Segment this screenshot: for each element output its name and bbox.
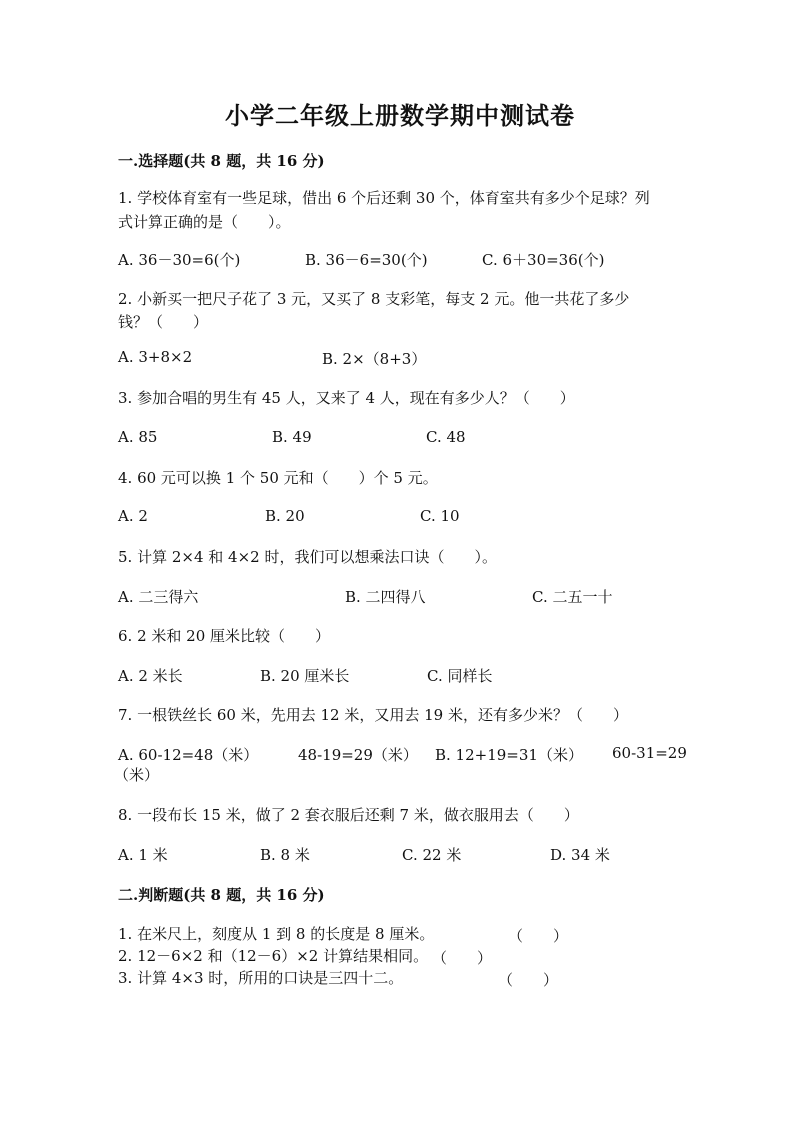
question-1-line-1: 1. 学校体育室有一些足球，借出 6 个后还剩 30 个，体育室共有多少个足球？列 xyxy=(118,189,650,207)
question-5-option-c: C. 二五一十 xyxy=(532,588,613,606)
question-6-line-1: 6. 2 米和 20 厘米比较（ ） xyxy=(118,627,331,645)
question-3-line-1: 3. 参加合唱的男生有 45 人，又来了 4 人，现在有多少人？（ ） xyxy=(118,389,575,407)
question-2-line-2: 钱？（ ） xyxy=(118,313,209,331)
question-3-option-a: A. 85 xyxy=(118,428,158,446)
question-5-line-1: 5. 计算 2×4 和 4×2 时，我们可以想乘法口诀（ ）。 xyxy=(118,548,497,566)
question-8-option-c: C. 22 米 xyxy=(402,846,462,864)
question-3-option-b: B. 49 xyxy=(272,428,312,446)
question-7-option-a-step: 48-19=29（米） xyxy=(298,746,418,764)
question-2-option-a: A. 3+8×2 xyxy=(118,348,193,366)
judge-item-2: 2. 12－6×2 和（12－6）×2 计算结果相同。 xyxy=(118,947,429,965)
judge-item-1: 1. 在米尺上，刻度从 1 到 8 的长度是 8 厘米。 xyxy=(118,925,435,943)
question-8-option-d: D. 34 米 xyxy=(550,846,610,864)
judge-item-2-blank: （ ） xyxy=(432,949,493,967)
question-7-option-a: A. 60-12=48（米） xyxy=(118,746,259,764)
exam-title: 小学二年级上册数学期中测试卷 xyxy=(225,101,575,130)
section-heading-true-false: 二.判断题(共 8 题，共 16 分) xyxy=(118,886,325,904)
question-6-option-b: B. 20 厘米长 xyxy=(260,667,350,685)
question-6-option-a: A. 2 米长 xyxy=(118,667,183,685)
question-7-option-unit-wrap: （米） xyxy=(114,766,160,784)
question-1-line-2: 式计算正确的是（ ）。 xyxy=(118,213,291,231)
question-3-option-c: C. 48 xyxy=(426,428,466,446)
question-4-line-1: 4. 60 元可以换 1 个 50 元和（ ）个 5 元。 xyxy=(118,469,438,487)
question-8-line-1: 8. 一段布长 15 米，做了 2 套衣服后还剩 7 米，做衣服用去（ ） xyxy=(118,806,579,824)
question-7-option-b: B. 12+19=31（米） xyxy=(435,746,583,764)
judge-item-1-blank: （ ） xyxy=(508,927,569,945)
question-1-option-a: A. 36－30=6(个) xyxy=(118,251,241,269)
question-1-option-c: C. 6＋30=36(个) xyxy=(482,251,605,269)
judge-item-3-blank: （ ） xyxy=(498,971,559,989)
question-4-option-a: A. 2 xyxy=(118,507,148,525)
question-7-option-b-step: 60-31=29 xyxy=(612,744,687,762)
question-4-option-c: C. 10 xyxy=(420,507,460,525)
question-7-line-1: 7. 一根铁丝长 60 米，先用去 12 米，又用去 19 米，还有多少米？（ ） xyxy=(118,706,628,724)
section-heading-choice: 一.选择题(共 8 题，共 16 分) xyxy=(118,152,325,170)
judge-item-3: 3. 计算 4×3 时，所用的口诀是三四十二。 xyxy=(118,969,404,987)
question-1-option-b: B. 36－6=30(个) xyxy=(305,251,428,269)
question-5-option-b: B. 二四得八 xyxy=(345,588,426,606)
question-2-option-b: B. 2×（8+3） xyxy=(322,350,427,368)
question-6-option-c: C. 同样长 xyxy=(427,667,493,685)
question-2-line-1: 2. 小新买一把尺子花了 3 元，又买了 8 支彩笔，每支 2 元。他一共花了多少 xyxy=(118,290,630,308)
question-8-option-b: B. 8 米 xyxy=(260,846,310,864)
question-8-option-a: A. 1 米 xyxy=(118,846,168,864)
question-5-option-a: A. 二三得六 xyxy=(118,588,199,606)
question-4-option-b: B. 20 xyxy=(265,507,305,525)
